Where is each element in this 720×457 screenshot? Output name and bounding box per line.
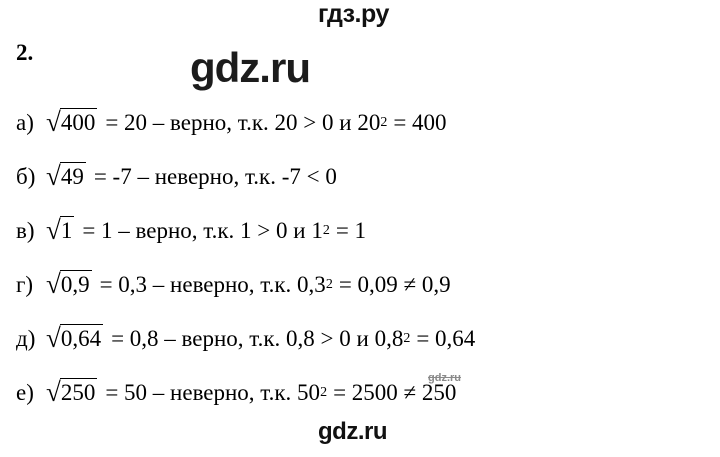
square-root-expression xyxy=(46,324,103,352)
watermark-footer xyxy=(318,418,387,446)
solution-lines xyxy=(16,96,706,420)
solution-line: а) √ 400 = 20 – верно, т.к. 20 > 0 и 20 2 = 400 xyxy=(16,106,447,137)
radicand: 49 xyxy=(60,163,84,189)
item-label: е) xyxy=(16,380,34,405)
item-label: в) xyxy=(16,218,35,243)
watermark-main-text: gdz.ru xyxy=(190,44,310,91)
solution-line: г) √ 0,9 = 0,3 – неверно, т.к. 0,3 2 = 0,09 ≠ 0,9 xyxy=(16,268,451,299)
item-label: г) xyxy=(16,272,34,297)
radical-sign-icon: √ xyxy=(46,214,61,245)
radical-sign-icon: √ xyxy=(46,268,61,299)
watermark-inline-text: gdz.ru xyxy=(428,372,461,384)
task-number-text: 2. xyxy=(16,40,34,65)
task-number xyxy=(16,40,33,66)
line-tail-second: = 0,64 xyxy=(416,326,476,351)
item-label: б) xyxy=(16,164,36,189)
line-tail-first: = 0,3 – неверно, т.к. 0,3 xyxy=(99,272,326,297)
square-root-expression xyxy=(46,108,97,136)
line-tail-second: = 400 xyxy=(393,110,447,135)
square-root-expression xyxy=(46,216,74,244)
radicand: 400 xyxy=(60,109,96,135)
square-root-expression xyxy=(46,270,92,298)
solution-line: е) √ 250 = 50 – неверно, т.к. 50 2 = 2500 ≠ 250 xyxy=(16,376,457,407)
line-tail-second: = 1 xyxy=(335,218,367,243)
radicand: 0,64 xyxy=(60,325,102,351)
site-brand-header xyxy=(318,0,389,29)
site-brand-header-text: гдз.ру xyxy=(318,0,389,28)
line-tail-second: = 2500 ≠ 250 xyxy=(333,380,457,405)
radical-sign-icon: √ xyxy=(46,106,61,137)
radical-sign-icon: √ xyxy=(46,160,61,191)
solution-line: в) √ 1 = 1 – верно, т.к. 1 > 0 и 1 2 = 1 xyxy=(16,214,367,245)
line-tail-first: = 1 – верно, т.к. 1 > 0 и 1 xyxy=(82,218,323,243)
radicand: 0,9 xyxy=(60,271,90,297)
square-root-expression xyxy=(46,162,86,190)
square-root-expression xyxy=(46,378,97,406)
line-tail-second: = 0,09 ≠ 0,9 xyxy=(338,272,451,297)
solution-line xyxy=(16,150,706,204)
line-tail-first: = 50 – неверно, т.к. 50 xyxy=(105,380,321,405)
watermark-inline xyxy=(428,372,461,384)
line-tail-first: = 20 – верно, т.к. 20 > 0 и 20 xyxy=(105,110,381,135)
watermark-footer-text: gdz.ru xyxy=(318,418,387,445)
radical-sign-icon: √ xyxy=(46,322,61,353)
item-label: д) xyxy=(16,326,36,351)
radicand: 1 xyxy=(60,217,73,243)
watermark-main xyxy=(190,44,310,92)
radicand: 250 xyxy=(60,379,96,405)
radical-sign-icon: √ xyxy=(46,376,61,407)
item-label: а) xyxy=(16,110,34,135)
line-tail-first: = 0,8 – верно, т.к. 0,8 > 0 и 0,8 xyxy=(111,326,404,351)
line-tail-first: = -7 – неверно, т.к. -7 < 0 xyxy=(93,164,337,189)
solution-line: д) √ 0,64 = 0,8 – верно, т.к. 0,8 > 0 и 0,8 2 = 0,64 xyxy=(16,322,476,353)
